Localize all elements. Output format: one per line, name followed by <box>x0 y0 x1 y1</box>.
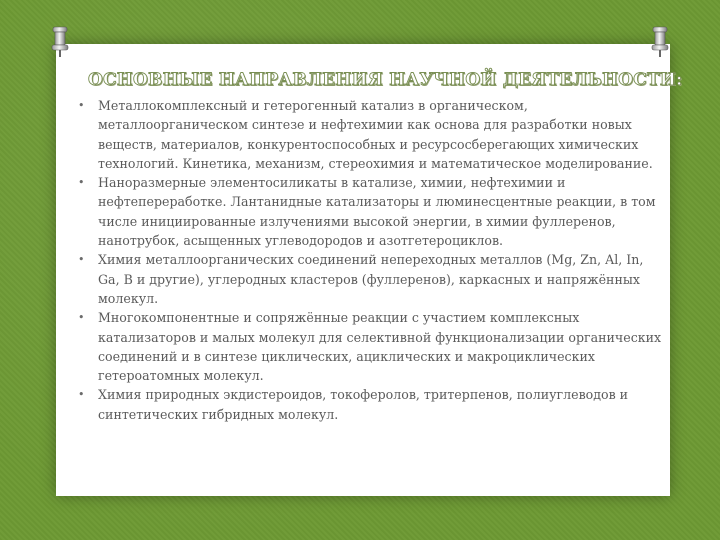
list-item-text: Наноразмерные элементосиликаты в катализе, химии, нефтехимии и нефтепереработке. Лантанидные катализаторы и люминесцентные реакции, в том числе инициированные излучениями высокой энергии, в химии фуллеренов, нанотрубок, асыщенных углеводородов и азотгетероциклов. <box>98 175 656 249</box>
bullet-icon: • <box>78 253 85 267</box>
list-item <box>78 96 668 173</box>
bullet-icon: • <box>78 176 85 190</box>
bullet-icon: • <box>78 388 85 402</box>
list-item-text: Металлокомплексный и гетерогенный катализ в органическом, металлоорганическом синтезе и нефтехимии как основа для разработки новых веществ, материалов, конкурентоспособных и ресурсосберегающих химических технологий. Кинетика, механизм, стереохимия и математическое моделирование. <box>98 98 653 171</box>
bullet-list <box>78 96 668 424</box>
list-item <box>78 250 668 308</box>
slide-title: ОСНОВНЫЕ НАПРАВЛЕНИЯ НАУЧНОЙ ДЕЯТЕЛЬНОСТИ: <box>88 70 683 90</box>
list-item-text: Многокомпонентные и сопряжённые реакции с участием комплексных катализаторов и малых молекул для селективной функционализации органических соединений и в синтезе циклических, ациклических и макроциклических гетероатомных молекул. <box>98 310 662 384</box>
list-item <box>78 385 668 424</box>
bullet-icon: • <box>78 311 85 325</box>
list-item <box>78 173 668 250</box>
list-item <box>78 308 668 385</box>
bullet-icon: • <box>78 99 85 112</box>
list-item-text: Химия природных экдистероидов, токоферолов, тритерпенов, полиуглеводов и синтетических гибридных молекул. <box>98 387 629 422</box>
list-item-text: Химия металлоорганических соединений непереходных металлов (Mg, Zn, Al, In, Ga, B и другие), углеродных кластеров (фуллеренов), каркасных и напряжённых молекул. <box>98 252 644 306</box>
pushpin-right-icon <box>650 26 670 58</box>
pushpin-left-icon <box>50 26 70 58</box>
